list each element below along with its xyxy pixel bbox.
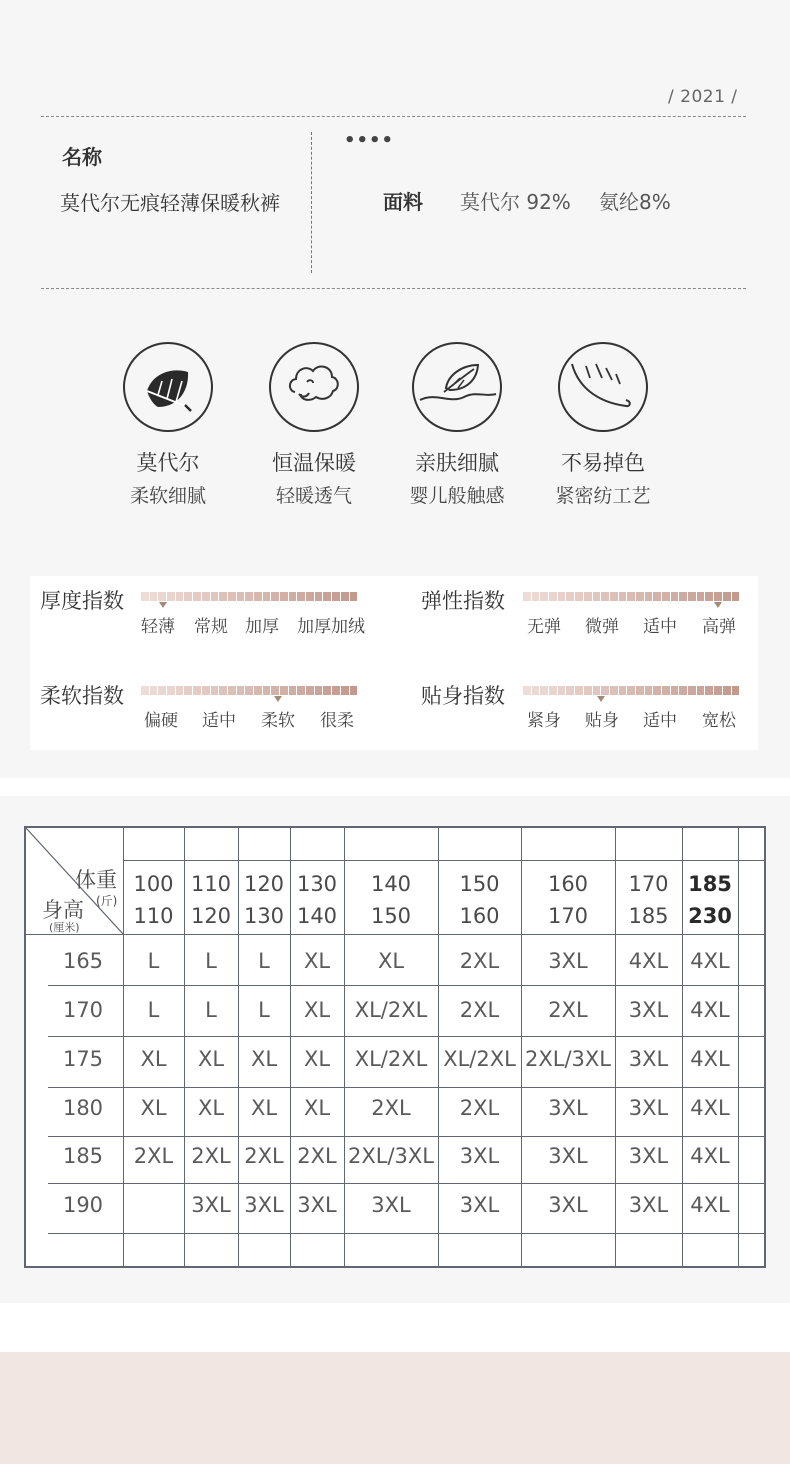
feature-colorfast [530, 342, 676, 508]
index-bar-segment [167, 592, 175, 601]
size-cell: 2XL [459, 998, 500, 1022]
height-value: 190 [62, 1193, 104, 1217]
decorative-dots: •••• [344, 130, 395, 151]
index-bar-segment [558, 686, 566, 695]
index-bar-segment [176, 592, 184, 601]
weight-range-header [184, 868, 238, 932]
index-bar-segment [558, 592, 566, 601]
weight-to: 185 [628, 904, 669, 928]
feature-subtitle: 柔软细腻 [129, 485, 206, 507]
weight-from: 160 [547, 872, 589, 896]
index-bar-segment [705, 592, 713, 601]
feature-subtitle: 婴儿般触感 [409, 485, 505, 507]
size-cell: XL [250, 1047, 278, 1071]
index-bar-segment [732, 686, 740, 695]
fabric-composition-modal: 莫代尔 92% [460, 190, 571, 214]
size-cell: 4XL [690, 1096, 730, 1120]
index-bar-segment [662, 592, 670, 601]
index-bar-segment [732, 592, 740, 601]
size-cell: 2XL [191, 1144, 231, 1168]
thickness-index-label: 厚度指数 [40, 589, 124, 613]
index-bar-segment [523, 686, 531, 695]
index-bar-segment [323, 592, 331, 601]
size-cell: 3XL [628, 1096, 669, 1120]
tick-label: 适中 [202, 711, 236, 731]
index-bar-segment [176, 686, 184, 695]
weight-to: 160 [459, 904, 500, 928]
index-bar-segment [601, 686, 609, 695]
index-bar-segment [697, 686, 705, 695]
index-bar-segment [263, 686, 271, 695]
size-cell: 4XL [690, 1144, 730, 1168]
size-cell: 3XL [244, 1193, 284, 1217]
feature-subtitle: 轻暖透气 [275, 485, 352, 507]
tick-label: 很柔 [320, 711, 354, 731]
index-bar-segment [350, 686, 358, 695]
size-cell: 2XL/3XL [525, 1047, 611, 1071]
size-cell: 2XL [548, 998, 588, 1022]
weight-from: 120 [243, 872, 285, 896]
index-bar-segment [688, 592, 696, 601]
size-cell: 4XL [690, 1193, 730, 1217]
size-cell: 3XL [548, 949, 588, 973]
height-value: 170 [62, 998, 104, 1022]
index-bar-segment [705, 686, 713, 695]
index-bar-segment [671, 686, 679, 695]
index-bar-segment [610, 686, 618, 695]
index-bar-segment [332, 686, 340, 695]
size-cell: XL [250, 1096, 278, 1120]
index-bar-segment [323, 686, 331, 695]
weight-range-header [615, 868, 682, 932]
index-bar-segment [341, 686, 349, 695]
grid-line [48, 1136, 764, 1137]
index-bar-segment [627, 686, 635, 695]
index-bar-segment [150, 686, 158, 695]
size-cell: XL [377, 949, 405, 973]
size-table [24, 826, 766, 1268]
size-cell: 3XL [459, 1144, 500, 1168]
index-bar-segment [610, 592, 618, 601]
cloud-warmth-icon [271, 344, 357, 430]
fit-index-marker [597, 696, 605, 702]
index-bar-segment [289, 686, 297, 695]
size-cell: L [258, 998, 270, 1022]
softness-index-marker [274, 696, 282, 702]
softness-index-label: 柔软指数 [40, 684, 124, 708]
index-bar-segment [679, 686, 687, 695]
index-bar-segment [193, 592, 201, 601]
weight-from: 185 [688, 872, 732, 896]
size-cell: L [205, 998, 217, 1022]
size-cell: 2XL [459, 949, 500, 973]
height-value: 185 [62, 1144, 104, 1168]
index-bar-segment [662, 686, 670, 695]
index-panel [30, 576, 758, 750]
size-cell: 4XL [690, 949, 730, 973]
size-cell: XL [197, 1047, 225, 1071]
size-cell: L [205, 949, 217, 973]
weight-range-header [344, 868, 438, 932]
weight-to: 130 [243, 904, 285, 928]
index-bar-segment [245, 592, 253, 601]
index-bar-segment [575, 686, 583, 695]
size-cell: 3XL [297, 1193, 337, 1217]
index-bar-segment [271, 686, 279, 695]
height-value: 165 [62, 949, 104, 973]
size-cell: L [258, 949, 270, 973]
weight-to: 150 [370, 904, 412, 928]
index-bar-segment [532, 686, 540, 695]
size-cell: 3XL [548, 1193, 588, 1217]
index-bar-segment [228, 686, 236, 695]
size-cell: 3XL [548, 1144, 588, 1168]
weight-to: 170 [547, 904, 589, 928]
index-bar-segment [228, 592, 236, 601]
index-bar-segment [184, 686, 192, 695]
fit-index-bar [523, 686, 739, 695]
tick-label: 柔软 [261, 711, 295, 731]
tick-label: 适中 [643, 617, 677, 637]
grid-line [48, 1233, 764, 1234]
size-cell: XL/2XL [354, 1047, 428, 1071]
size-cell: 3XL [548, 1096, 588, 1120]
index-bar-segment [601, 592, 609, 601]
size-cell: 2XL/3XL [348, 1144, 434, 1168]
size-cell: 2XL [459, 1096, 500, 1120]
index-bar-segment [540, 686, 548, 695]
index-bar-segment [645, 686, 653, 695]
size-cell: 3XL [628, 1047, 669, 1071]
index-bar-segment [254, 592, 262, 601]
bottom-divider [41, 288, 746, 289]
feature-modal [95, 342, 241, 508]
size-cell: 2XL [371, 1096, 411, 1120]
softness-index-bar [141, 686, 357, 695]
index-bar-segment [566, 686, 574, 695]
index-bar-segment [714, 592, 722, 601]
weight-range-header [682, 868, 738, 932]
index-bar-segment [627, 592, 635, 601]
weight-from: 170 [628, 872, 669, 896]
weight-unit-label: (斤) [96, 894, 118, 908]
index-bar-segment [280, 592, 288, 601]
top-divider [41, 116, 746, 117]
size-cell: 4XL [628, 949, 669, 973]
size-cell: XL [303, 1047, 331, 1071]
index-bar-segment [619, 592, 627, 601]
index-bar-segment [297, 592, 305, 601]
index-bar-segment [636, 686, 644, 695]
index-bar-segment [714, 686, 722, 695]
tick-label: 微弹 [585, 617, 619, 637]
index-bar-segment [332, 592, 340, 601]
fabric-label: 面料 [383, 190, 423, 214]
height-unit-label: (厘米) [49, 921, 80, 934]
weight-from: 100 [133, 872, 174, 896]
size-cell: 2XL [297, 1144, 337, 1168]
tick-label: 加厚加绒 [297, 617, 365, 637]
fabric-composition-spandex: 氨纶8% [599, 190, 671, 214]
index-bar-segment [211, 686, 219, 695]
fabric-fold-icon [560, 344, 646, 430]
grid-line [123, 860, 764, 861]
fit-index-label: 贴身指数 [421, 684, 505, 708]
tick-label: 常规 [194, 617, 228, 637]
index-bar-segment [202, 686, 210, 695]
height-value: 180 [62, 1096, 104, 1120]
grid-line [48, 1183, 764, 1184]
feature-title: 亲肤细腻 [415, 451, 499, 475]
size-cell: 4XL [690, 1047, 730, 1071]
index-bar-segment [593, 686, 601, 695]
index-bar-segment [211, 592, 219, 601]
index-bar-segment [280, 686, 288, 695]
grid-line [48, 1087, 764, 1088]
index-bar-segment [532, 592, 540, 601]
weight-range-header [238, 868, 290, 932]
weight-from: 130 [296, 872, 338, 896]
index-bar-segment [141, 686, 149, 695]
index-bar-segment [549, 592, 557, 601]
tick-label: 偏硬 [144, 711, 178, 731]
index-bar-segment [723, 592, 731, 601]
index-bar-segment [671, 592, 679, 601]
tick-label: 紧身 [527, 711, 561, 731]
index-bar-segment [271, 592, 279, 601]
elasticity-index-bar [523, 592, 739, 601]
index-bar-segment [584, 592, 592, 601]
size-cell: 3XL [459, 1193, 500, 1217]
index-bar-segment [619, 686, 627, 695]
index-bar-segment [575, 592, 583, 601]
size-cell: L [147, 998, 160, 1022]
size-cell: XL [303, 949, 331, 973]
index-bar-segment [697, 592, 705, 601]
index-bar-segment [263, 592, 271, 601]
index-bar-segment [219, 686, 227, 695]
weight-to: 230 [688, 904, 732, 928]
index-bar-segment [297, 686, 305, 695]
size-cell: XL/2XL [443, 1047, 516, 1071]
tick-label: 宽松 [702, 711, 736, 731]
index-bar-segment [141, 592, 149, 601]
index-bar-segment [584, 686, 592, 695]
index-bar-segment [540, 592, 548, 601]
size-cell: XL [303, 998, 331, 1022]
leaf-icon [125, 344, 211, 430]
index-bar-segment [645, 592, 653, 601]
index-bar-segment [315, 686, 323, 695]
weight-from: 110 [190, 872, 232, 896]
index-bar-segment [245, 686, 253, 695]
height-header-label: 身高 [42, 898, 84, 922]
feature-title: 不易掉色 [561, 451, 645, 475]
height-value: 175 [62, 1047, 104, 1071]
feature-title: 莫代尔 [136, 451, 200, 475]
weight-to: 140 [296, 904, 338, 928]
index-bar-segment [306, 686, 314, 695]
elasticity-index-label: 弹性指数 [421, 589, 505, 613]
index-bar-segment [289, 592, 297, 601]
index-bar-segment [549, 686, 557, 695]
weight-from: 150 [459, 872, 500, 896]
feature-warmth [241, 342, 387, 508]
tick-label: 高弹 [702, 617, 736, 637]
grid-line [26, 934, 764, 935]
index-bar-segment [653, 686, 661, 695]
weight-header-label: 体重 [75, 868, 117, 892]
feather-skin-icon [414, 344, 500, 430]
index-bar-segment [315, 592, 323, 601]
index-bar-segment [158, 592, 166, 601]
index-bar-segment [158, 686, 166, 695]
weight-from: 140 [370, 872, 412, 896]
index-bar-segment [184, 592, 192, 601]
feature-skin-friendly [384, 342, 530, 508]
index-bar-segment [202, 592, 210, 601]
feature-title: 恒温保暖 [272, 451, 356, 475]
index-bar-segment [679, 592, 687, 601]
index-bar-segment [167, 686, 175, 695]
size-cell: 3XL [371, 1193, 411, 1217]
index-bar-segment [523, 592, 531, 601]
size-cell: 4XL [690, 998, 730, 1022]
index-bar-segment [254, 686, 262, 695]
weight-range-header [438, 868, 521, 932]
bottom-color-band [0, 1352, 790, 1464]
size-cell: XL/2XL [354, 998, 428, 1022]
index-bar-segment [653, 592, 661, 601]
grid-line [48, 985, 764, 986]
index-bar-segment [723, 686, 731, 695]
tick-label: 加厚 [245, 617, 279, 637]
index-bar-segment [306, 592, 314, 601]
size-cell: 3XL [628, 1144, 669, 1168]
size-cell: XL [140, 1096, 167, 1120]
weight-range-header [123, 868, 184, 932]
index-bar-segment [219, 592, 227, 601]
thickness-index-bar [141, 592, 357, 601]
feature-subtitle: 紧密纺工艺 [555, 485, 651, 507]
index-bar-segment [150, 592, 158, 601]
product-name: 莫代尔无痕轻薄保暖秋裤 [60, 191, 280, 215]
year-label: / 2021 / [668, 87, 738, 107]
tick-label: 适中 [643, 711, 677, 731]
grid-line [738, 828, 739, 1266]
size-cell: XL [197, 1096, 225, 1120]
tick-label: 无弹 [527, 617, 561, 637]
grid-line [48, 1036, 764, 1037]
size-cell: 3XL [628, 1193, 669, 1217]
weight-range-header [521, 868, 615, 932]
index-bar-segment [566, 592, 574, 601]
index-bar-segment [593, 592, 601, 601]
size-cell: 3XL [628, 998, 669, 1022]
thickness-index-marker [159, 602, 167, 608]
tick-label: 贴身 [585, 711, 619, 731]
weight-to: 110 [133, 904, 174, 928]
size-cell: 2XL [133, 1144, 174, 1168]
size-cell: XL [303, 1096, 331, 1120]
size-cell: 2XL [244, 1144, 284, 1168]
size-cell: 3XL [191, 1193, 231, 1217]
column-divider [311, 132, 312, 273]
index-bar-segment [341, 592, 349, 601]
tick-label: 轻薄 [141, 617, 175, 637]
index-bar-segment [237, 686, 245, 695]
index-bar-segment [350, 592, 358, 601]
weight-range-header [290, 868, 344, 932]
size-cell: L [147, 949, 160, 973]
elasticity-index-marker [714, 602, 722, 608]
index-bar-segment [237, 592, 245, 601]
size-cell: XL [140, 1047, 167, 1071]
index-bar-segment [688, 686, 696, 695]
index-bar-segment [193, 686, 201, 695]
name-label: 名称 [62, 145, 102, 169]
index-bar-segment [636, 592, 644, 601]
weight-to: 120 [190, 904, 232, 928]
